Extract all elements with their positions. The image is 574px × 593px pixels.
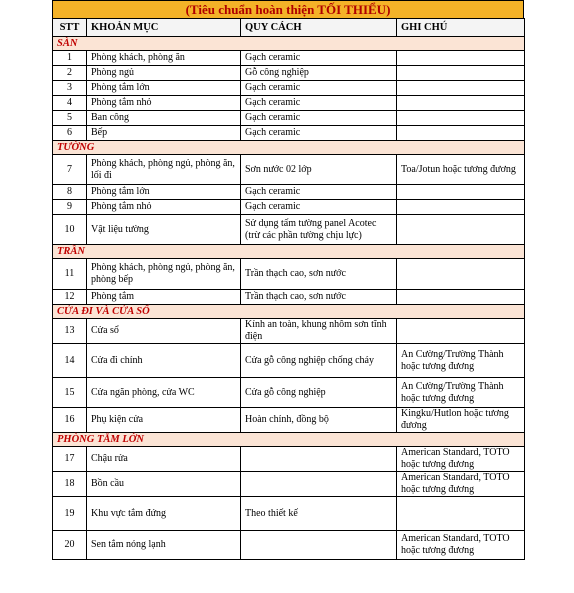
cell-stt: 16 xyxy=(53,408,87,433)
cell-note xyxy=(397,259,525,290)
cell-item: Ban công xyxy=(87,111,241,126)
cell-note xyxy=(397,51,525,66)
cell-note: American Standard, TOTO hoặc tương đương xyxy=(397,447,525,472)
cell-spec: Cửa gỗ công nghiệp xyxy=(241,378,397,408)
table-row xyxy=(53,259,525,290)
cell-stt: 4 xyxy=(53,96,87,111)
cell-spec: Sơn nước 02 lớp xyxy=(241,155,397,185)
table-row xyxy=(53,155,525,185)
section-title: TRẦN xyxy=(53,245,525,259)
cell-item: Phụ kiện cửa xyxy=(87,408,241,433)
cell-item: Phòng khách, phòng ngủ, phòng ăn, phòng bếp xyxy=(87,259,241,290)
cell-spec xyxy=(241,472,397,497)
table-row xyxy=(53,81,525,96)
cell-item: Cửa sổ xyxy=(87,319,241,344)
cell-stt: 2 xyxy=(53,66,87,81)
section-title: TƯỜNG xyxy=(53,141,525,155)
cell-stt: 14 xyxy=(53,344,87,378)
header-spec: QUY CÁCH xyxy=(241,19,397,37)
cell-note xyxy=(397,126,525,141)
section-row xyxy=(53,37,525,51)
cell-item: Cửa ngăn phòng, cửa WC xyxy=(87,378,241,408)
section-title: SÀN xyxy=(53,37,525,51)
cell-note xyxy=(397,96,525,111)
cell-spec: Gạch ceramic xyxy=(241,51,397,66)
cell-item: Phòng tắm nhỏ xyxy=(87,96,241,111)
cell-note: Toa/Jotun hoặc tương đương xyxy=(397,155,525,185)
cell-note: American Standard, TOTO hoặc tương đương xyxy=(397,531,525,560)
header-stt: STT xyxy=(53,19,87,37)
section-title: PHÒNG TẮM LỚN xyxy=(53,433,525,447)
table-row xyxy=(53,531,525,560)
cell-stt: 18 xyxy=(53,472,87,497)
section-row xyxy=(53,245,525,259)
cell-item: Phòng tắm lớn xyxy=(87,185,241,200)
cell-note xyxy=(397,66,525,81)
table-row xyxy=(53,344,525,378)
cell-stt: 8 xyxy=(53,185,87,200)
cell-spec: Sử dụng tấm tường panel Acotec (trừ các phần tường chịu lực) xyxy=(241,215,397,245)
cell-note: An Cường/Trường Thành hoặc tương đương xyxy=(397,378,525,408)
cell-note xyxy=(397,81,525,96)
table-row xyxy=(53,378,525,408)
sheet-subtitle: (Tiêu chuẩn hoàn thiện TỐI THIỂU) xyxy=(52,0,524,18)
table-row xyxy=(53,126,525,141)
cell-stt: 11 xyxy=(53,259,87,290)
cell-spec: Cửa gỗ công nghiệp chống cháy xyxy=(241,344,397,378)
cell-stt: 12 xyxy=(53,290,87,305)
table-row xyxy=(53,408,525,433)
cell-spec: Trần thạch cao, sơn nước xyxy=(241,259,397,290)
cell-stt: 10 xyxy=(53,215,87,245)
cell-item: Chậu rửa xyxy=(87,447,241,472)
cell-note xyxy=(397,200,525,215)
cell-item: Phòng tắm xyxy=(87,290,241,305)
cell-stt: 1 xyxy=(53,51,87,66)
cell-spec: Gỗ công nghiệp xyxy=(241,66,397,81)
header-item: KHOẢN MỤC xyxy=(87,19,241,37)
cell-stt: 13 xyxy=(53,319,87,344)
cell-note: An Cường/Trường Thành hoặc tương đương xyxy=(397,344,525,378)
cell-spec xyxy=(241,531,397,560)
cell-item: Phòng tắm nhỏ xyxy=(87,200,241,215)
cell-spec: Gạch ceramic xyxy=(241,126,397,141)
cell-item: Bồn cầu xyxy=(87,472,241,497)
table-row xyxy=(53,472,525,497)
cell-stt: 6 xyxy=(53,126,87,141)
cell-item: Khu vực tắm đứng xyxy=(87,497,241,531)
header-note: GHI CHÚ xyxy=(397,19,525,37)
cell-spec: Trần thạch cao, sơn nước xyxy=(241,290,397,305)
table-row xyxy=(53,447,525,472)
cell-spec: Kính an toàn, khung nhôm sơn tĩnh điện xyxy=(241,319,397,344)
cell-note xyxy=(397,290,525,305)
cell-stt: 5 xyxy=(53,111,87,126)
cell-spec: Gạch ceramic xyxy=(241,111,397,126)
section-row xyxy=(53,305,525,319)
cell-item: Sen tắm nóng lạnh xyxy=(87,531,241,560)
cell-note: Kingku/Hutlon hoặc tương đương xyxy=(397,408,525,433)
cell-stt: 19 xyxy=(53,497,87,531)
section-row xyxy=(53,433,525,447)
table-header xyxy=(53,19,525,37)
cell-spec: Gạch ceramic xyxy=(241,185,397,200)
cell-item: Bếp xyxy=(87,126,241,141)
cell-stt: 20 xyxy=(53,531,87,560)
cell-item: Vật liệu tường xyxy=(87,215,241,245)
cell-stt: 7 xyxy=(53,155,87,185)
table-row xyxy=(53,51,525,66)
cell-stt: 9 xyxy=(53,200,87,215)
cell-spec xyxy=(241,447,397,472)
table-row xyxy=(53,215,525,245)
cell-stt: 17 xyxy=(53,447,87,472)
cell-note xyxy=(397,215,525,245)
cell-note xyxy=(397,111,525,126)
cell-spec: Gạch ceramic xyxy=(241,81,397,96)
cell-spec: Gạch ceramic xyxy=(241,200,397,215)
table-row xyxy=(53,319,525,344)
table-row xyxy=(53,200,525,215)
cell-note xyxy=(397,497,525,531)
section-row xyxy=(53,141,525,155)
cell-spec: Hoàn chỉnh, đồng bộ xyxy=(241,408,397,433)
cell-spec: Gạch ceramic xyxy=(241,96,397,111)
cell-note: American Standard, TOTO hoặc tương đương xyxy=(397,472,525,497)
table-row xyxy=(53,497,525,531)
cell-note xyxy=(397,319,525,344)
cell-stt: 3 xyxy=(53,81,87,96)
table-row xyxy=(53,66,525,81)
cell-item: Cửa đi chính xyxy=(87,344,241,378)
cell-spec: Theo thiết kế xyxy=(241,497,397,531)
cell-item: Phòng tắm lớn xyxy=(87,81,241,96)
cell-stt: 15 xyxy=(53,378,87,408)
finish-table xyxy=(52,18,525,560)
cell-note xyxy=(397,185,525,200)
table-row xyxy=(53,290,525,305)
finish-standard-sheet xyxy=(52,0,524,560)
section-title: CỬA ĐI VÀ CỬA SỔ xyxy=(53,305,525,319)
cell-item: Phòng khách, phòng ăn xyxy=(87,51,241,66)
table-row xyxy=(53,111,525,126)
table-row xyxy=(53,185,525,200)
cell-item: Phòng khách, phòng ngủ, phòng ăn, lối đi xyxy=(87,155,241,185)
table-row xyxy=(53,96,525,111)
cell-item: Phòng ngủ xyxy=(87,66,241,81)
